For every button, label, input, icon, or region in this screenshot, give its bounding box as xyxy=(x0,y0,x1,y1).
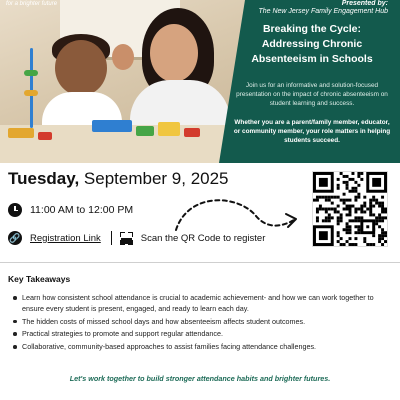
hero-tagline: for a brighter future xyxy=(6,1,58,7)
list-item: Practical strategies to promote and support regular attendance. xyxy=(22,328,392,339)
event-title-line: Breaking the Cycle: xyxy=(262,23,362,35)
key-takeaways-list xyxy=(22,292,392,354)
clock-icon xyxy=(8,203,22,217)
section-divider xyxy=(0,262,400,263)
toy-block xyxy=(8,128,34,138)
background-child xyxy=(112,44,134,70)
dashed-arrow-icon xyxy=(168,192,308,242)
link-icon: 🔗 xyxy=(8,231,22,245)
event-date xyxy=(8,169,229,189)
list-item: Learn how consistent school attendance is crucial to academic achievement- and how we can work together to ensure every student is present, engaged, and ready to learn each day. xyxy=(22,292,392,314)
presenter-credit xyxy=(258,0,388,17)
toy-block xyxy=(136,126,154,136)
hero-banner xyxy=(0,0,400,163)
event-title-line: Absenteeism in Schools xyxy=(251,53,373,66)
toy-ring xyxy=(24,90,38,96)
closing-message: Let's work together to build stronger attendance habits and brighter futures. xyxy=(69,374,331,383)
child-face xyxy=(55,40,107,96)
registration-qr-code[interactable] xyxy=(312,171,388,247)
list-item: The hidden costs of missed school days and how absenteeism affects student outcomes. xyxy=(22,316,392,327)
classroom-photo xyxy=(0,0,245,163)
event-time: 11:00 AM to 12:00 PM xyxy=(30,204,134,216)
toy-block xyxy=(92,120,132,132)
event-callout: Whether you are a parent/family member, educator, or community member, your role matters in helping students succeed. xyxy=(233,119,391,144)
event-description: Join us for an informative and solution-focused presentation on the impact of chronic absenteeism on student learning and success. xyxy=(236,82,388,107)
teacher-face xyxy=(150,24,198,82)
list-item: Collaborative, community-based approaches to assist families facing attendance challenges. xyxy=(22,341,392,352)
event-time-row xyxy=(8,203,133,217)
presenter-name: The New Jersey Family Engagement Hub xyxy=(258,8,388,16)
event-date-text: September 9, 2025 xyxy=(83,169,229,188)
qr-scan-icon xyxy=(120,232,133,245)
registration-link[interactable]: Registration Link xyxy=(30,232,101,244)
event-title-line: Addressing Chronic xyxy=(261,38,363,51)
toy-block xyxy=(158,122,180,136)
toy-ring xyxy=(24,70,38,76)
toy-rod xyxy=(30,48,33,128)
key-takeaways-heading: Key Takeaways xyxy=(8,274,71,284)
event-title xyxy=(232,22,392,68)
qr-instruction: Scan the QR Code to register xyxy=(140,232,266,244)
toy-block xyxy=(184,128,200,137)
toy-block xyxy=(38,132,52,140)
divider xyxy=(111,231,112,245)
presented-by-label: Presented by: xyxy=(341,0,388,7)
event-weekday: Tuesday, xyxy=(8,169,80,188)
qr-code-image xyxy=(313,172,387,246)
